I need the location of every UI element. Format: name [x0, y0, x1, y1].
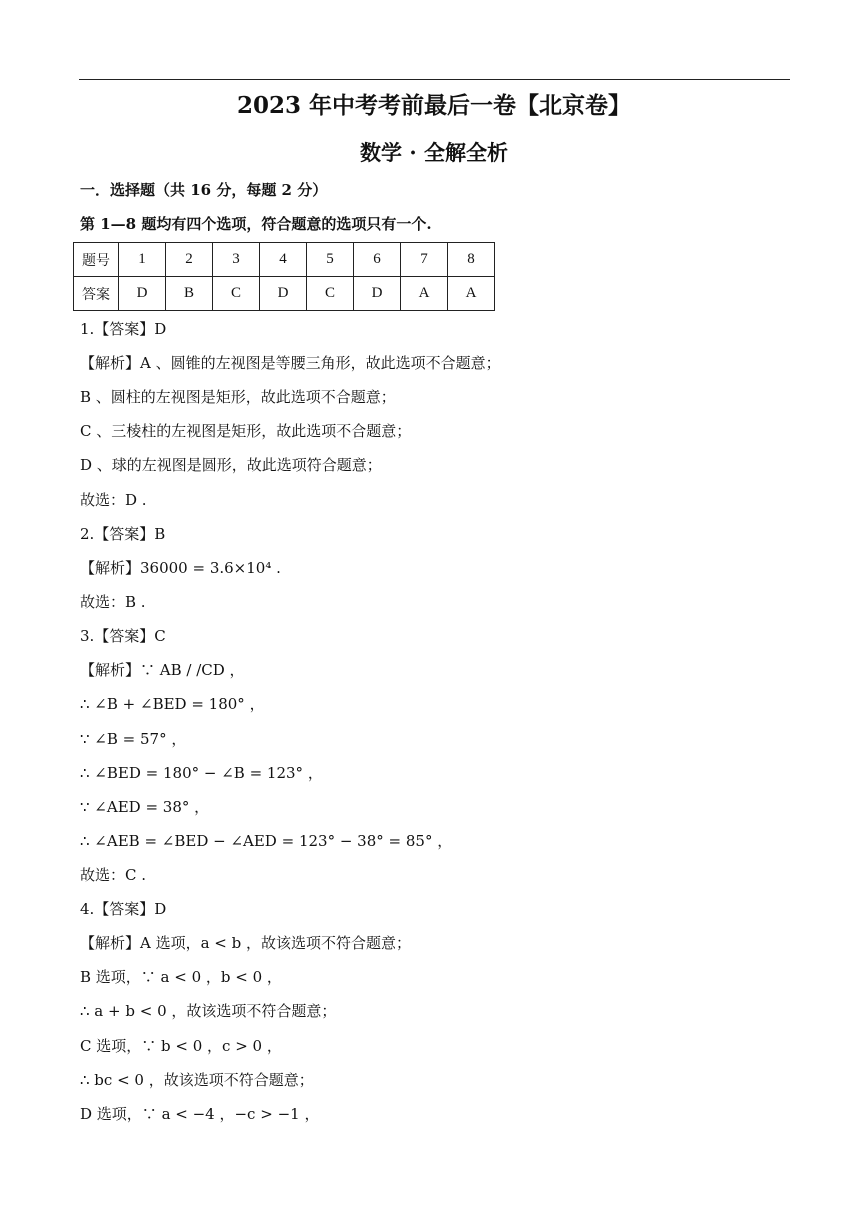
analysis-line: D 选项，∵ a < −4 ，−c > −1 ， [80, 1105, 320, 1123]
analysis-line: C 、三棱柱的左视图是矩形，故此选项不合题意； [80, 422, 412, 440]
answer-cell: C [213, 277, 260, 311]
page-subtitle: 数学 · 全解全析 [360, 140, 508, 165]
answer-cell: D [260, 277, 307, 311]
question-number: 5 [307, 243, 354, 277]
analysis-line: ∵ ∠AED = 38° ， [80, 798, 210, 816]
answer-line-q1: 1.【答案】D [80, 320, 167, 338]
analysis-line: ∴ ∠BED = 180° − ∠B = 123° ， [80, 764, 323, 782]
answer-cell: A [401, 277, 448, 311]
answer-table [73, 242, 495, 311]
question-number: 4 [260, 243, 307, 277]
analysis-line: B 选项，∵ a < 0 ，b < 0 ， [80, 968, 282, 986]
analysis-line: ∵ ∠B = 57° ， [80, 730, 187, 748]
answer-cell: D [119, 277, 166, 311]
section-instruction: 第 1—8 题均有四个选项，符合题意的选项只有一个. [80, 215, 432, 233]
analysis-line: ∴ ∠B + ∠BED = 180° ， [80, 695, 265, 713]
header-rule [79, 79, 790, 80]
answer-table-number-row [74, 243, 495, 277]
row-label-answer: 答案 [74, 277, 119, 311]
analysis-line: D 、球的左视图是圆形，故此选项符合题意； [80, 456, 382, 474]
analysis-line: ∴ ∠AEB = ∠BED − ∠AED = 123° − 38° = 85° ， [80, 832, 453, 850]
choice-line: 故选：D . [80, 491, 147, 509]
answer-cell: B [166, 277, 213, 311]
question-number: 8 [448, 243, 495, 277]
analysis-line: 【解析】A 、圆锥的左视图是等腰三角形，故此选项不合题意； [80, 354, 501, 372]
question-number: 2 [166, 243, 213, 277]
choice-line: 故选：C . [80, 866, 147, 884]
answer-line-q3: 3.【答案】C [80, 627, 166, 645]
analysis-line: 【解析】A 选项，a < b ，故该选项不符合题意； [80, 934, 412, 952]
answer-cell: C [307, 277, 354, 311]
analysis-line: 【解析】∵ AB / /CD ， [80, 661, 245, 679]
answer-line-q4: 4.【答案】D [80, 900, 167, 918]
question-number: 6 [354, 243, 401, 277]
row-label-number: 题号 [74, 243, 119, 277]
answer-cell: A [448, 277, 495, 311]
section-heading: 一．选择题（共 16 分，每题 2 分） [80, 181, 328, 199]
analysis-line: ∴ bc < 0 ，故该选项不符合题意； [80, 1071, 314, 1089]
question-number: 1 [119, 243, 166, 277]
analysis-line: B 、圆柱的左视图是矩形，故此选项不合题意； [80, 388, 396, 406]
analysis-line: 【解析】36000 = 3.6×10⁴ . [80, 559, 281, 577]
answer-table-answer-row [74, 277, 495, 311]
answer-line-q2: 2.【答案】B [80, 525, 166, 543]
choice-line: 故选：B . [80, 593, 146, 611]
analysis-line: ∴ a + b < 0 ，故该选项不符合题意； [80, 1002, 337, 1020]
question-number: 7 [401, 243, 448, 277]
page-title: 2023 年中考考前最后一卷【北京卷】 [236, 92, 632, 119]
question-number: 3 [213, 243, 260, 277]
analysis-line: C 选项，∵ b < 0 ，c > 0 ， [80, 1037, 282, 1055]
answer-cell: D [354, 277, 401, 311]
